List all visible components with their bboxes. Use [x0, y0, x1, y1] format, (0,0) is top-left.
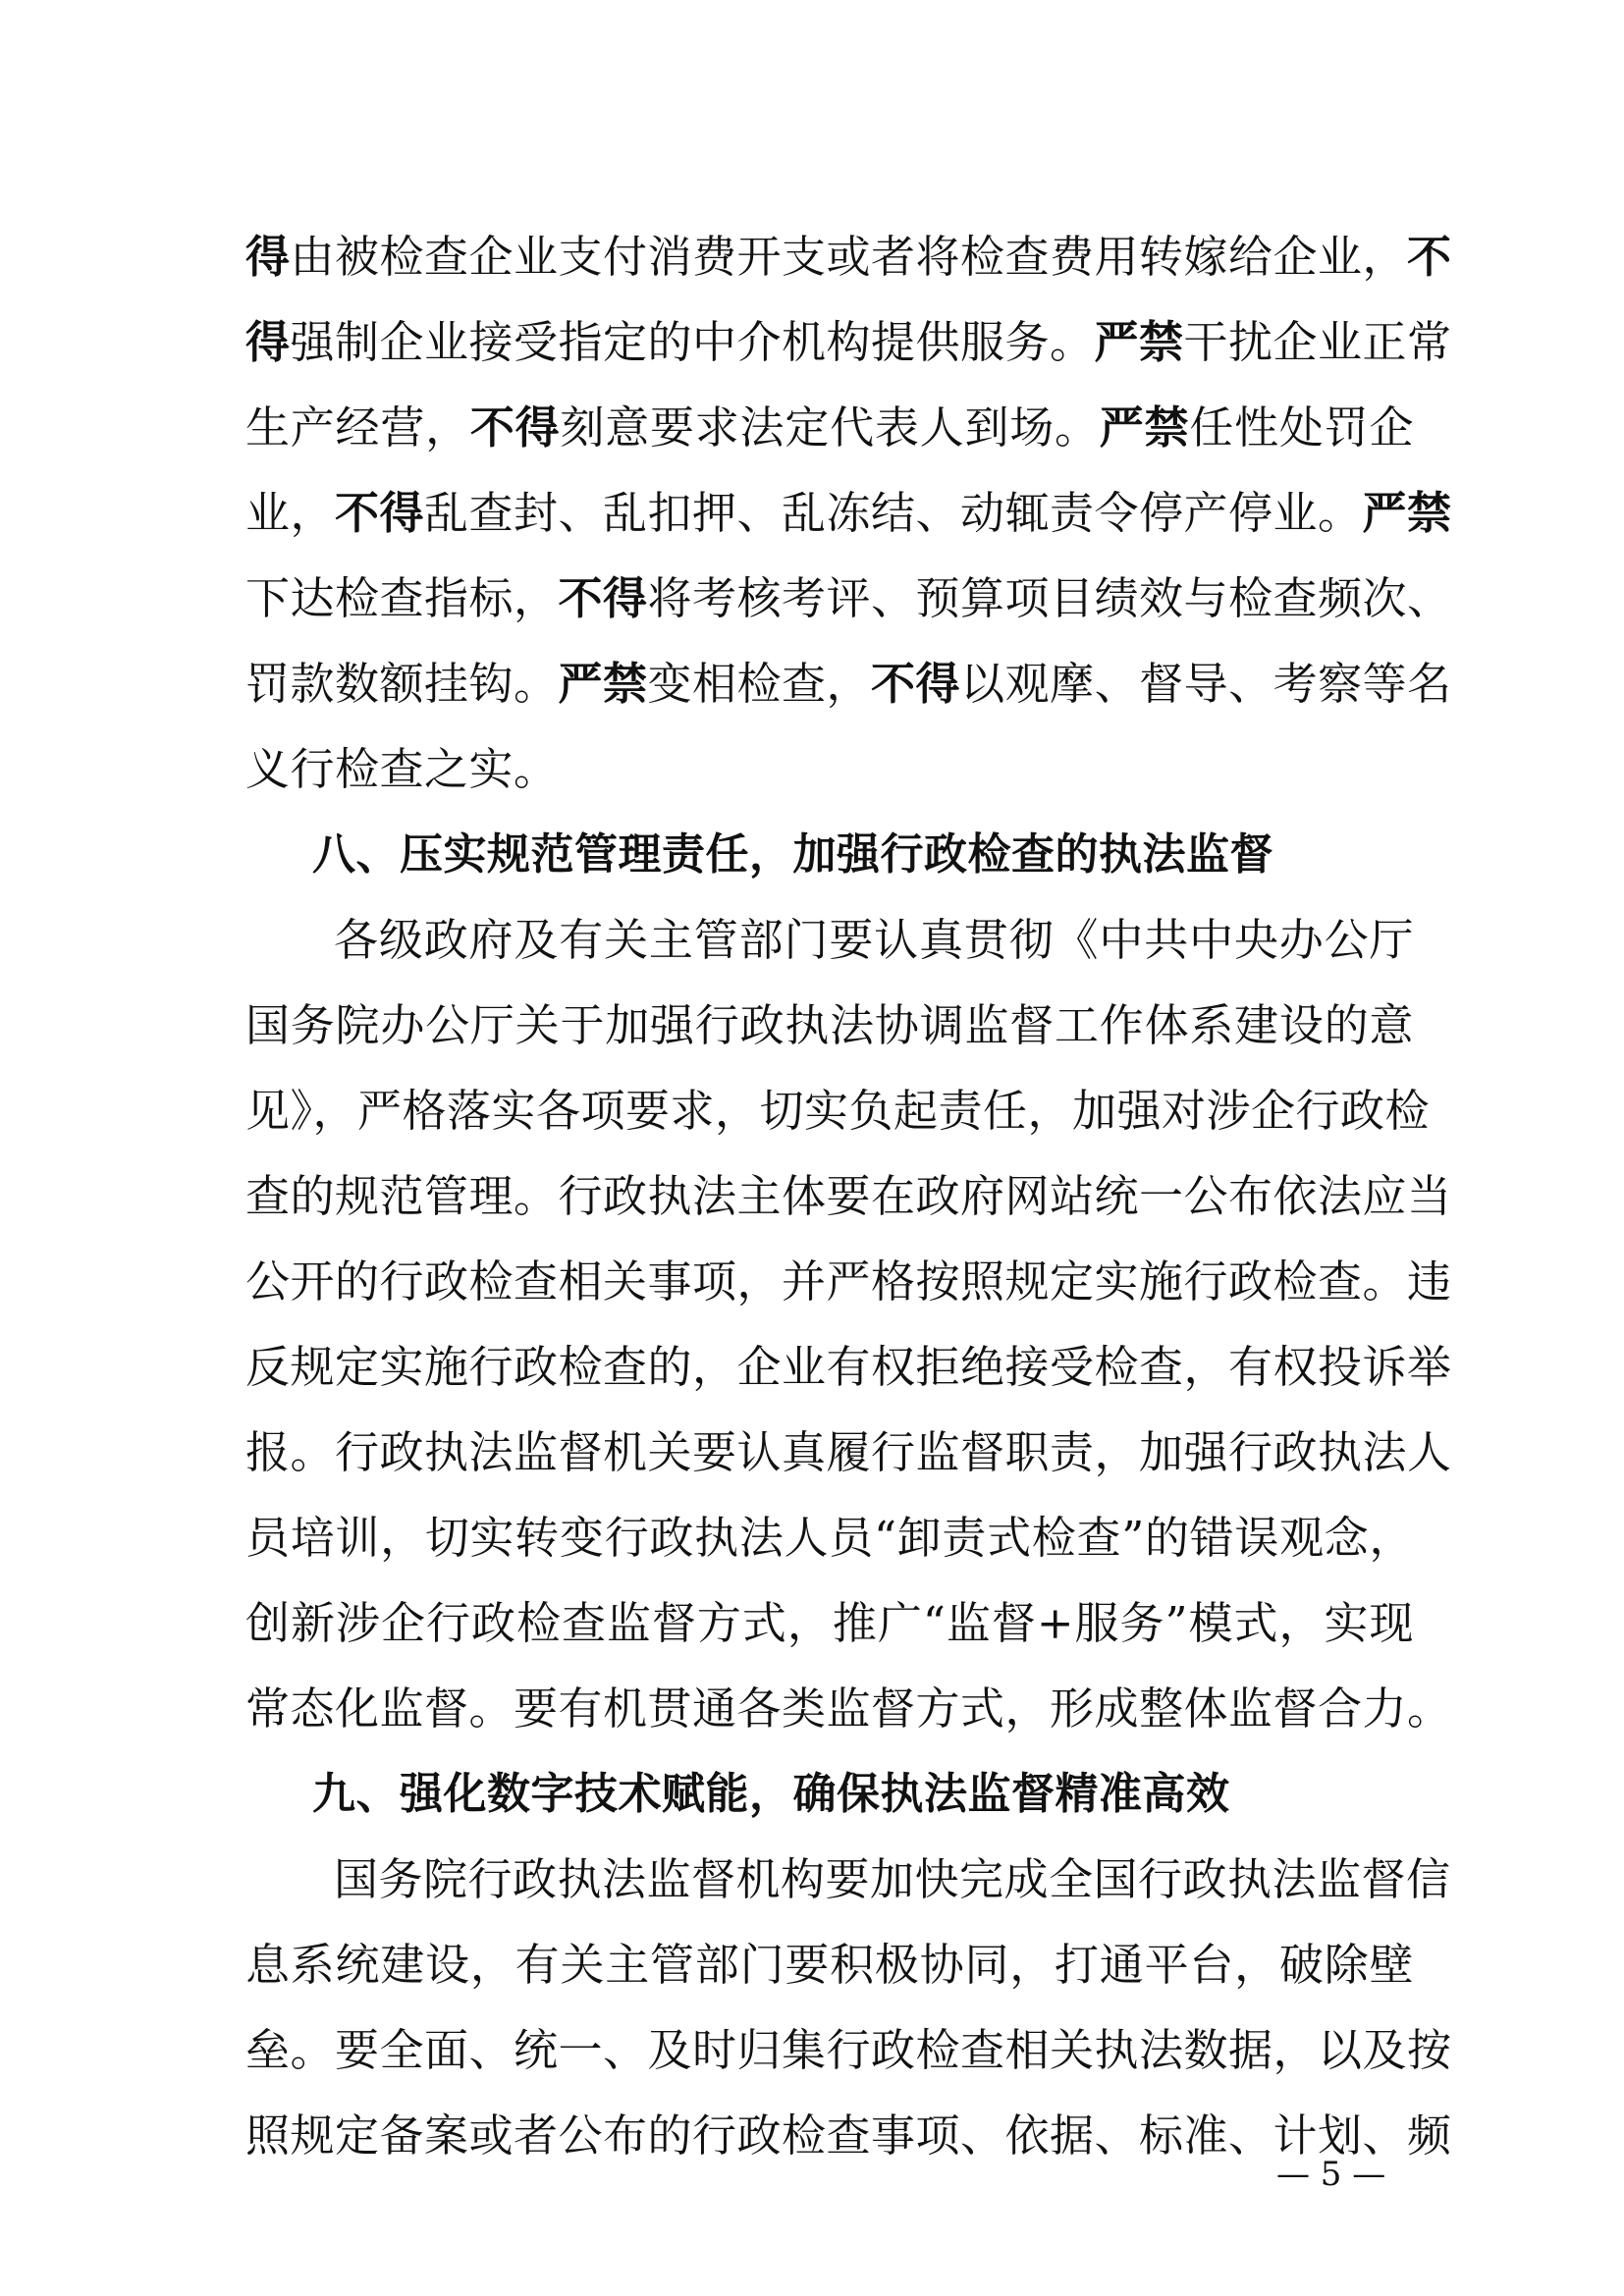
text-line: 见》，严格落实各项要求，切实负起责任，加强对涉企行政检	[245, 1085, 1431, 1137]
text-line: 员培训，切实转变行政执法人员“卸责式检查”的错误观念，	[245, 1512, 1414, 1564]
text-segment: 将考核考评、预算项目绩效与检查频次、	[647, 572, 1452, 624]
text-line: 报。行政执法监督机关要认真履行监督职责，加强行政执法人	[245, 1426, 1452, 1478]
text-segment: 业，	[245, 487, 336, 539]
emphasis-keyword: 不得	[558, 572, 648, 624]
page-number: — 5 —	[1276, 2155, 1386, 2194]
emphasis-keyword: 严禁	[1099, 401, 1190, 454]
text-segment: 变相检查，	[647, 658, 872, 710]
text-segment: 乱查封、乱扣押、乱冻结、动辄责令停产停业。	[424, 487, 1363, 539]
paragraph-supervision	[245, 897, 1452, 1751]
emphasis-keyword: 不	[1407, 231, 1452, 283]
emphasis-keyword: 不得	[335, 487, 425, 539]
text-line	[245, 726, 1414, 812]
text-line: 常态化监督。要有机贯通各类监督方式，形成整体监督合力。	[245, 1682, 1452, 1735]
text-segment: 罚款数额挂钩。	[245, 658, 559, 710]
text-segment: 以观摩、督导、考察等名	[960, 658, 1452, 710]
paragraph-digital	[245, 1837, 1452, 2178]
text-line: 垒。要全面、统一、及时归集行政检查相关执法数据，以及按	[245, 2024, 1452, 2076]
text-line: 息系统建设，有关主管部门要积极协同，打通平台，破除壁	[245, 1939, 1414, 1991]
text-line: 公开的行政检查相关事项，并严格按照规定实施行政检查。违	[245, 1255, 1452, 1308]
emphasis-keyword: 严禁	[558, 658, 648, 710]
text-line	[245, 470, 1452, 556]
text-segment: 刻意要求法定代表人到场。	[560, 401, 1100, 454]
emphasis-keyword: 严禁	[1362, 487, 1452, 539]
emphasis-keyword: 不得	[871, 658, 961, 710]
text-line: 照规定备案或者公布的行政检查事项、依据、标准、计划、频	[245, 2109, 1452, 2162]
section-heading-8: 八、压实规范管理责任，加强行政检查的执法监督	[312, 829, 1273, 880]
text-line	[245, 556, 1452, 641]
text-line: 国务院办公厅关于加强行政执法协调监督工作体系建设的意	[245, 999, 1414, 1051]
body-text	[245, 214, 1452, 2178]
emphasis-keyword: 得	[245, 231, 291, 283]
text-segment: 任性处罚企	[1189, 401, 1414, 454]
text-segment: 强制企业接受指定的中介机构提供服务。	[290, 316, 1095, 368]
text-line: 反规定实施行政检查的，企业有权拒绝接受检查，有权投诉举	[245, 1341, 1452, 1393]
emphasis-keyword: 得	[245, 316, 291, 368]
text-line	[245, 641, 1452, 726]
text-line: 查的规范管理。行政执法主体要在政府网站统一公布依法应当	[245, 1170, 1452, 1222]
text-line: 国务院行政执法监督机构要加快完成全国行政执法监督信	[334, 1853, 1451, 1905]
emphasis-keyword: 严禁	[1094, 316, 1184, 368]
text-line: 各级政府及有关主管部门要认真贯彻《中共中央办公厅	[334, 914, 1414, 966]
text-segment: 由被检查企业支付消费开支或者将检查费用转嫁给企业，	[290, 231, 1408, 283]
text-line	[245, 299, 1452, 385]
text-segment: 下达检查指标，	[245, 572, 559, 624]
text-line: 创新涉企行政检查监督方式，推广“监督+服务”模式，实现	[245, 1597, 1414, 1649]
text-line	[245, 214, 1452, 299]
section-heading-9: 九、强化数字技术赋能，确保执法监督精准高效	[312, 1769, 1230, 1819]
text-segment: 生产经营，	[245, 401, 470, 454]
text-segment: 干扰企业正常	[1183, 316, 1452, 368]
emphasis-keyword: 不得	[469, 401, 561, 454]
text-segment: 义行检查之实。	[245, 743, 559, 795]
paragraph-prohibitions	[245, 214, 1452, 812]
text-line	[245, 385, 1414, 470]
